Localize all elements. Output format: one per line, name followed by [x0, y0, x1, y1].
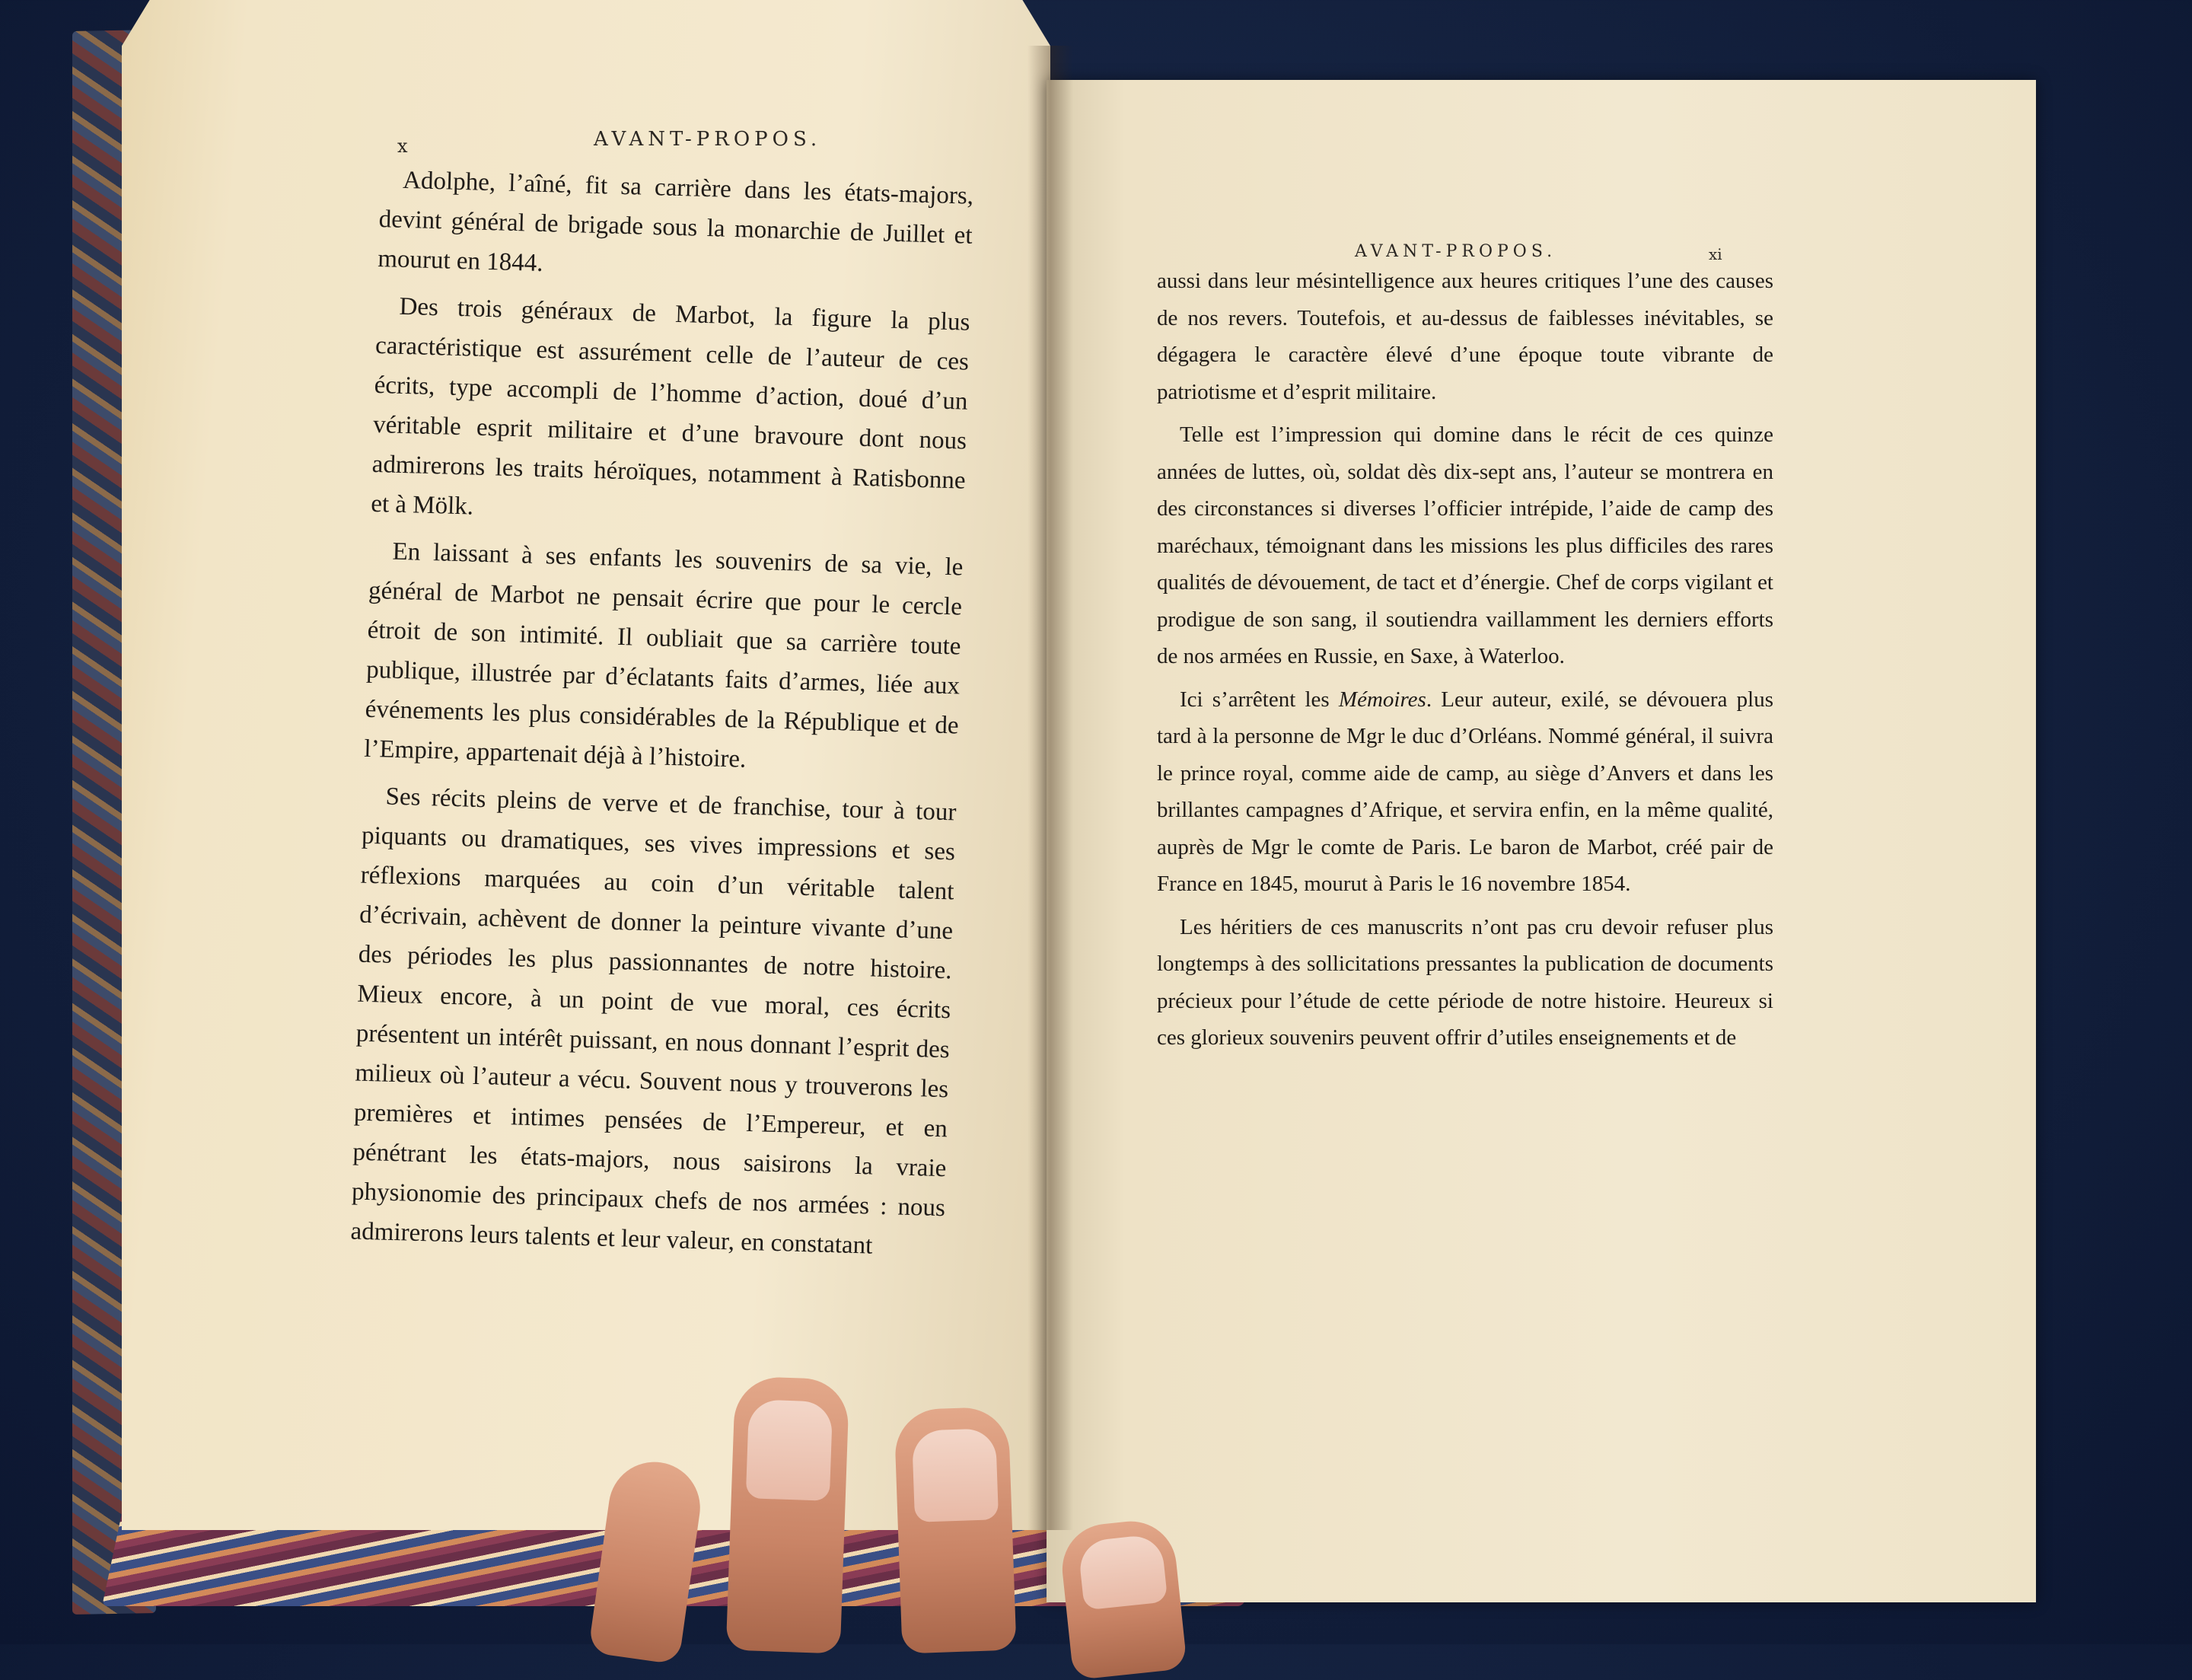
- right-paragraph: Les héritiers de ces manuscrits n’ont pas cru devoir refuser plus longtemps à des sollicitations pressantes la publication de documents précieux pour l’étude de cette période de notre histoire. Heureux si ces glorieux souvenirs peuvent offrir d’utiles enseignements et de: [1157, 914, 1773, 1050]
- left-page-number: x: [397, 135, 408, 157]
- left-running-head: AVANT-PROPOS.: [594, 128, 822, 151]
- left-paragraph: Adolphe, l’aîné, fit sa carrière dans les états-majors, devint général de brigade sous la monarchie de Juillet et mourut en 1844.: [377, 166, 974, 278]
- right-paragraph: Ici s’arrêtent les Mémoires. Leur auteur, exilé, se dévouera plus tard à la personne de Mgr le duc d’Orléans. Nommé général, il suivra le prince royal, comme aide de camp, au siège d’Anvers et dans les brillantes campagnes d’Afrique, et servira enfin, en la même qualité, auprès de Mgr le comte de Paris. Le baron de Marbot, créé pair de France en 1845, mourut à Paris le 16 novembre 1854.: [1157, 687, 1773, 896]
- left-page-text: [350, 160, 974, 1267]
- right-page-text: [1157, 263, 1773, 1057]
- left-paragraph: En laissant à ses enfants les souvenirs de sa vie, le général de Marbot ne pensait écrire que pour le cercle étroit de son intimité. Il oubliait que sa carrière toute publique, illustrée par d’éclatants faits d’armes, liée aux événements les plus considérables de la République et de l’Empire, appartenait déjà à l’histoire.: [363, 537, 964, 773]
- right-page-number: xi: [1709, 245, 1722, 263]
- left-paragraph: Des trois généraux de Marbot, la figure la plus caractéristique est assurément celle de l’auteur de ces écrits, type accompli de l’homme d’action, doué d’un véritable esprit militaire et d’une bravoure dont nous admirerons les traits héroïques, notamment à Ratisbonne et à Mölk.: [370, 292, 970, 521]
- right-paragraph: Telle est l’impression qui domine dans le récit de ces quinze années de luttes, où, soldat dès dix-sept ans, l’auteur se montrera en des circonstances si diverses l’officier intrépide, l’aide de camp des maréchaux, témoignant dans les missions les plus difficiles des rares qualités de dévouement, de tact et d’énergie. Chef de corps vigilant et prodigue de son sang, il soutiendra vaillamment les derniers efforts de nos armées en Russie, en Saxe, à Waterloo.: [1157, 422, 1773, 668]
- right-paragraph: aussi dans leur mésintelligence aux heures critiques l’une des causes de nos revers. Toutefois, et au-dessus de faiblesses inévitables, se dégagera le caractère élevé d’une époque toute vibrante de patriotisme et d’esprit militaire.: [1157, 269, 1773, 404]
- left-paragraph: Ses récits pleins de verve et de franchise, tour à tour piquants ou dramatiques, ses vives impressions et ses réflexions marquées au coin d’un véritable talent d’écrivain, achèvent de donner la peinture vivante d’une des périodes les plus passionnantes de notre histoire. Mieux encore, à un point de vue moral, ces écrits présentent un intérêt puissant, en nous donnant l’esprit des milieux où l’auteur a vécu. Souvent nous y trouverons les premières et intimes pensées de l’Empereur, et en pénétrant les états-majors, nous saisirons la vraie physionomie des principaux chefs de nos armées : nous admirerons leurs talents et leur valeur, en constatant: [350, 783, 957, 1260]
- hand-fingers: [578, 1370, 1309, 1644]
- right-running-head: AVANT-PROPOS.: [1355, 242, 1557, 261]
- book-gutter: [1028, 46, 1073, 1530]
